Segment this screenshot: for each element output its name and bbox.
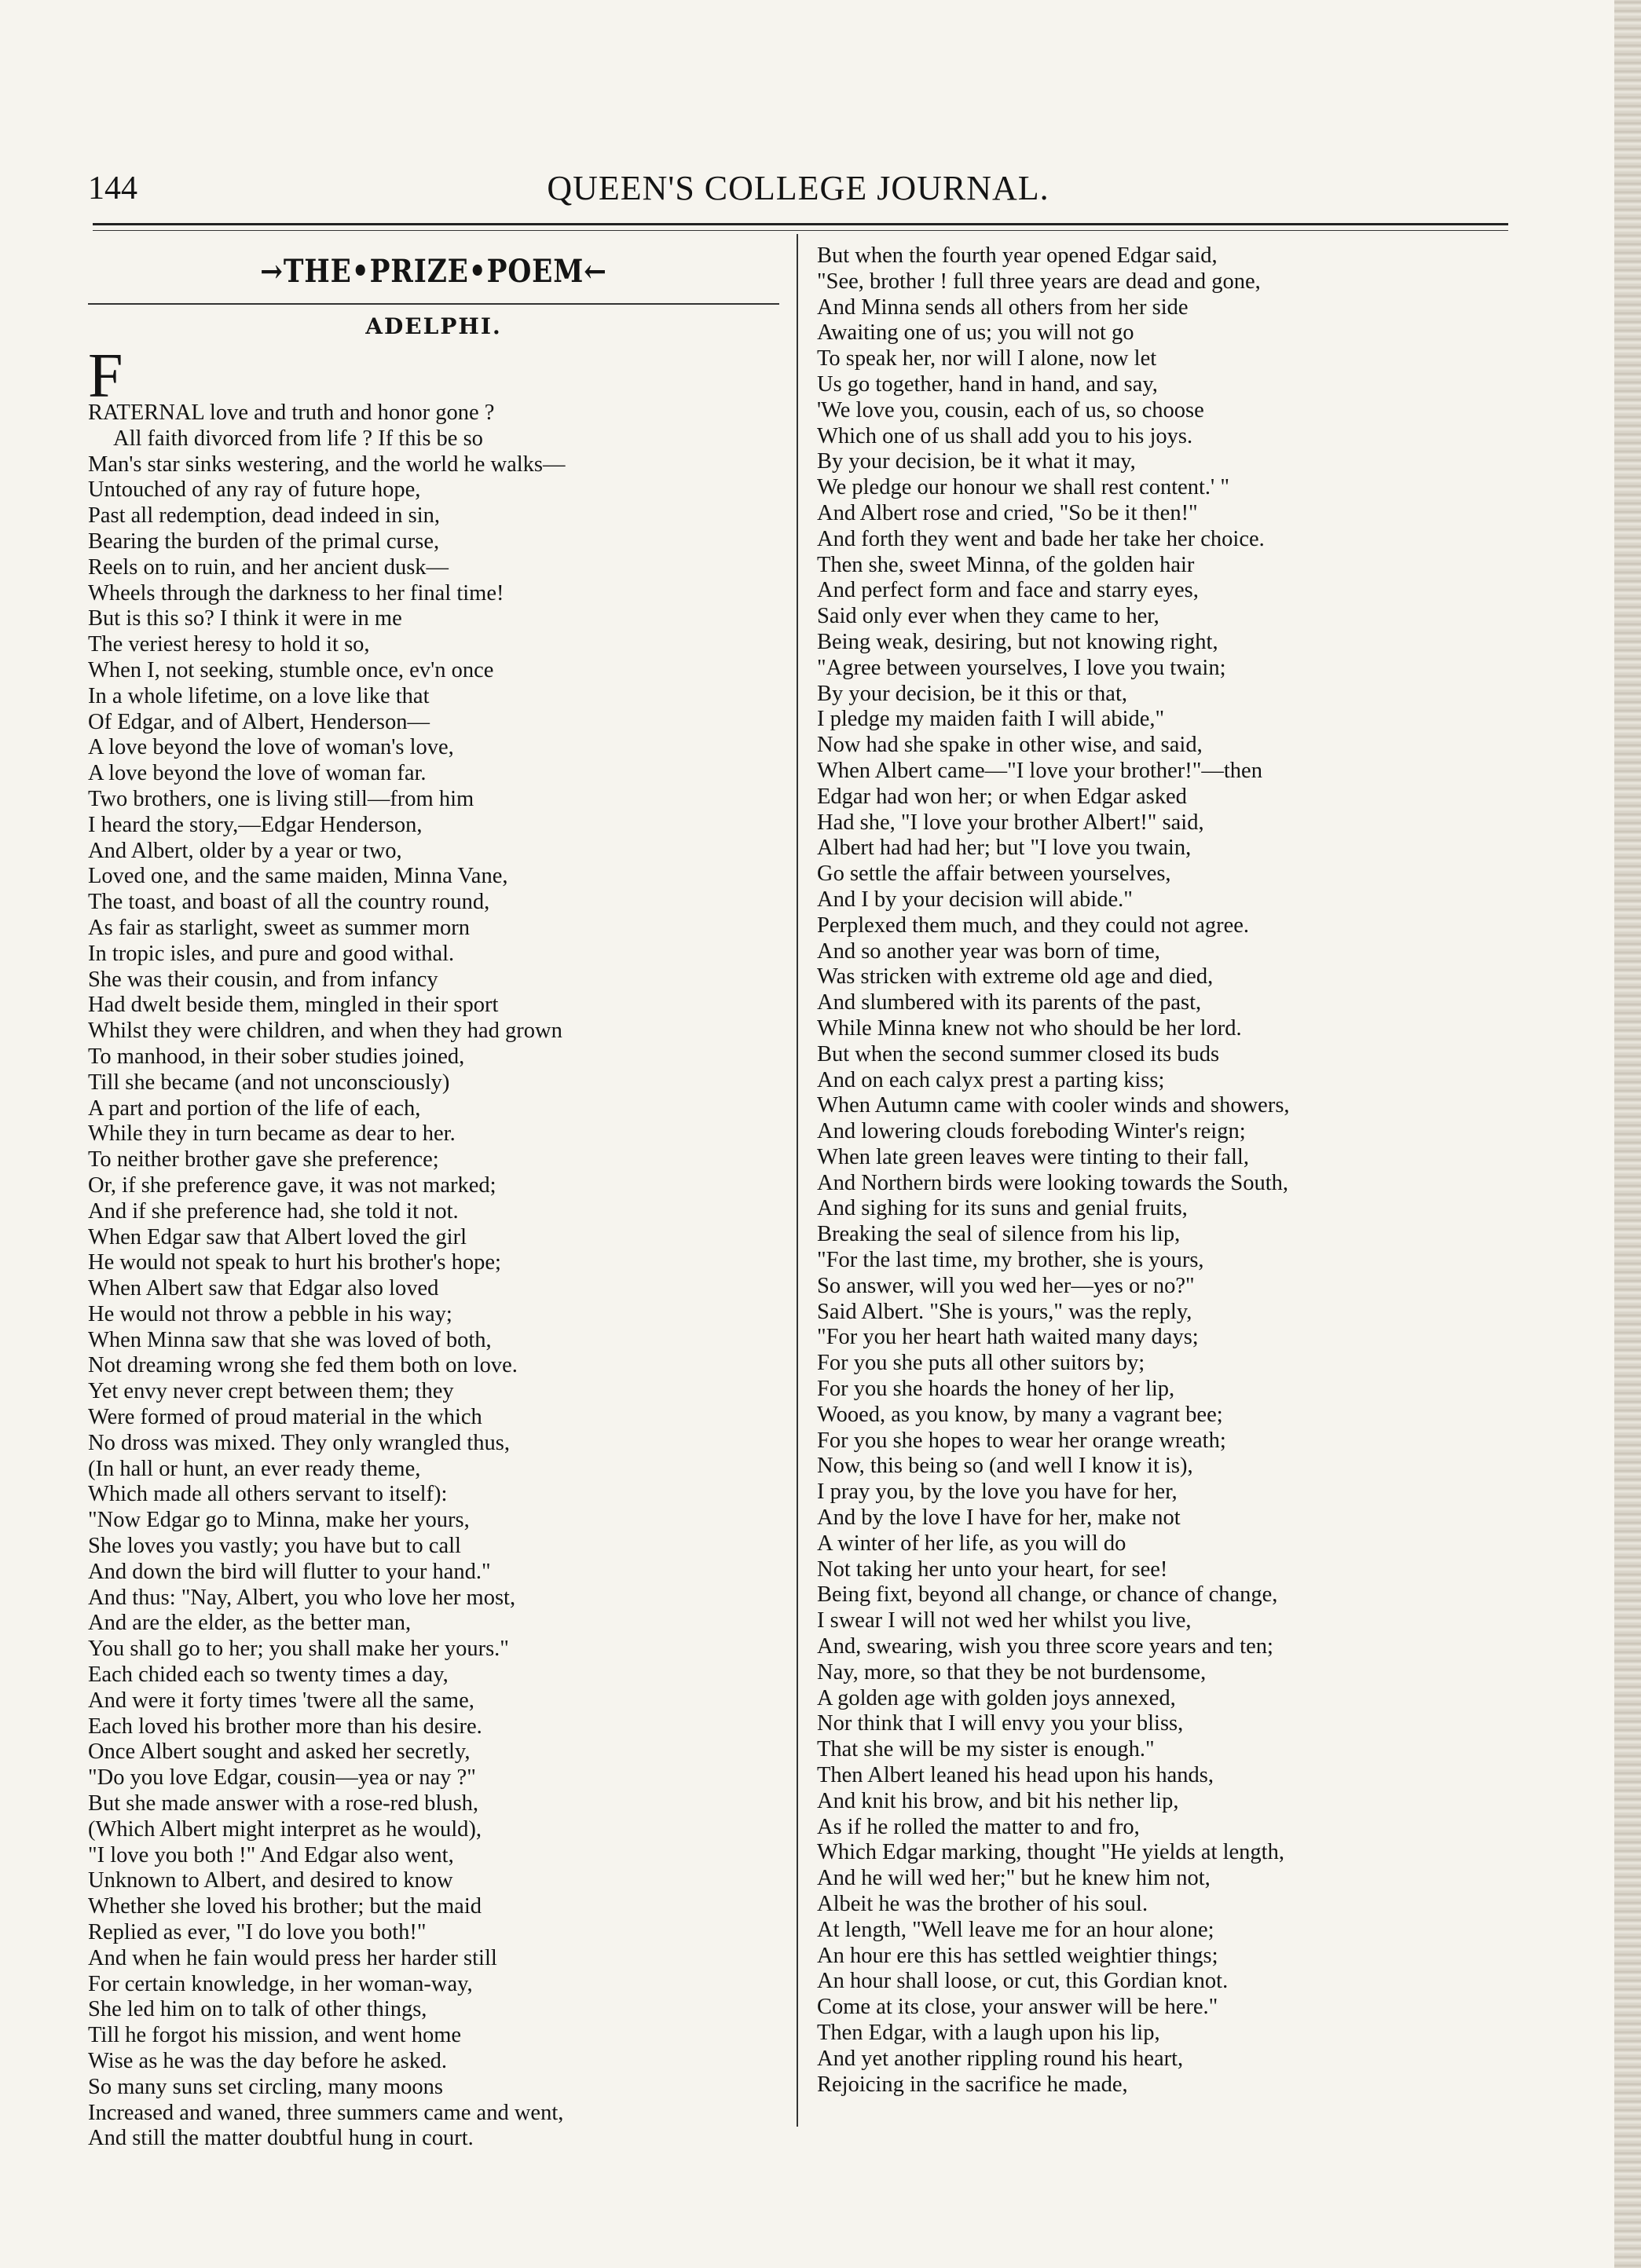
poem-line: I heard the story,—Edgar Henderson, bbox=[88, 812, 423, 837]
poem-line: And down the bird will flutter to your hand." bbox=[88, 1559, 491, 1584]
poem-line: And perfect form and face and starry eyes, bbox=[817, 578, 1199, 603]
poem-line: Till he forgot his mission, and went home bbox=[88, 2023, 462, 2048]
poem-line: Were formed of proud material in the which bbox=[88, 1405, 482, 1430]
left-poem-lines bbox=[88, 342, 779, 2152]
poem-line: And Northern birds were looking towards the South, bbox=[817, 1170, 1288, 1195]
poem-line: Increased and waned, three summers came and went, bbox=[88, 2100, 564, 2125]
poem-line: He would not speak to hurt his brother's hope; bbox=[88, 1250, 501, 1275]
poem-line: Nor think that I will envy you your bliss, bbox=[817, 1711, 1184, 1736]
poem-line: But is this so? I think it were in me bbox=[88, 606, 402, 631]
poem-line: Whether she loved his brother; but the maid bbox=[88, 1894, 482, 1919]
poem-line: To speak her, nor will I alone, now let bbox=[817, 346, 1157, 371]
poem-line: And by the love I have for her, make not bbox=[817, 1505, 1181, 1531]
poem-line: Or, if she preference gave, it was not marked; bbox=[88, 1172, 496, 1198]
page-edge-shadow bbox=[1614, 0, 1641, 2268]
poem-line: An hour ere this has settled weightier things; bbox=[817, 1943, 1218, 1968]
poem-line: Albeit he was the brother of his soul. bbox=[817, 1892, 1148, 1916]
section-heading: →THE•PRIZE•POEM← bbox=[260, 253, 607, 290]
poem-line: But when the fourth year opened Edgar said, bbox=[817, 243, 1218, 268]
poem-line: I pledge my maiden faith I will abide," bbox=[817, 707, 1165, 732]
poem-line: For you she hopes to wear her orange wreath; bbox=[817, 1428, 1226, 1453]
poem-line: And he will wed her;" but he knew him not, bbox=[817, 1866, 1211, 1891]
poem-line: Till she became (and not unconsciously) bbox=[88, 1070, 450, 1095]
poem-line: When I, not seeking, stumble once, ev'n once bbox=[88, 657, 494, 682]
poem-line: Then Albert leaned his head upon his hands, bbox=[817, 1763, 1214, 1788]
poem-line: And thus: "Nay, Albert, you who love her most, bbox=[88, 1585, 516, 1610]
poem-line: All faith divorced from life ? If this be so bbox=[113, 426, 483, 451]
poem-line: No dross was mixed. They only wrangled thus, bbox=[88, 1430, 510, 1455]
poem-line: When late green leaves were tinting to their fall, bbox=[817, 1144, 1249, 1169]
poem-line: And Albert, older by a year or two, bbox=[88, 838, 402, 863]
poem-line: He would not throw a pebble in his way; bbox=[88, 1301, 452, 1326]
poem-line: At length, "Well leave me for an hour alone; bbox=[817, 1917, 1214, 1942]
poem-line: Each loved his brother more than his desire. bbox=[88, 1714, 482, 1739]
poem-line: And are the elder, as the better man, bbox=[88, 1611, 412, 1636]
poem-line: Whilst they were children, and when they had grown bbox=[88, 1019, 562, 1044]
poem-line: (Which Albert might interpret as he would), bbox=[88, 1816, 482, 1842]
poem-line: Past all redemption, dead indeed in sin, bbox=[88, 503, 440, 529]
poem-line: While Minna knew not who should be her lord. bbox=[817, 1015, 1242, 1041]
poem-line: Which one of us shall add you to his joys. bbox=[817, 423, 1193, 448]
poem-line: Wooed, as you know, by many a vagrant bee; bbox=[817, 1402, 1223, 1427]
poem-line: Now, this being so (and well I know it is), bbox=[817, 1454, 1193, 1479]
poem-line: Go settle the affair between yourselves, bbox=[817, 861, 1171, 887]
poem-line: By your decision, be it this or that, bbox=[817, 681, 1127, 706]
poem-line: And on each calyx prest a parting kiss; bbox=[817, 1067, 1165, 1092]
poem-line: By your decision, be it what it may, bbox=[817, 449, 1136, 474]
left-column bbox=[88, 243, 779, 2152]
journal-title: QUEEN'S COLLEGE JOURNAL. bbox=[547, 169, 1049, 207]
poem-line: Rejoicing in the sacrifice he made, bbox=[817, 2072, 1128, 2097]
header-rule-thick bbox=[93, 223, 1508, 225]
poem-line: She loves you vastly; you have but to call bbox=[88, 1534, 461, 1559]
poem-line: Bearing the burden of the primal curse, bbox=[88, 529, 440, 554]
poem-line: Unknown to Albert, and desired to know bbox=[88, 1868, 453, 1893]
poem-line: Not dreaming wrong she fed them both on love. bbox=[88, 1353, 518, 1378]
poem-line: And sighing for its suns and genial fruits, bbox=[817, 1196, 1188, 1221]
poem-line: In tropic isles, and pure and good withal. bbox=[88, 941, 455, 966]
poem-line: Edgar had won her; or when Edgar asked bbox=[817, 784, 1187, 809]
poem-line: (In hall or hunt, an ever ready theme, bbox=[88, 1456, 421, 1481]
poem-line: The toast, and boast of all the country round, bbox=[88, 890, 490, 915]
poem-line: Nay, more, so that they be not burdensome, bbox=[817, 1659, 1207, 1685]
poem-line: To manhood, in their sober studies joined, bbox=[88, 1044, 465, 1069]
poem-line: Wheels through the darkness to her final time! bbox=[88, 580, 504, 605]
poem-line: "Do you love Edgar, cousin—yea or nay ?" bbox=[88, 1765, 476, 1791]
poem-line: Now had she spake in other wise, and said, bbox=[817, 733, 1203, 758]
poem-line: And were it forty times 'twere all the same, bbox=[88, 1688, 474, 1713]
poem-line: Come at its close, your answer will be here." bbox=[817, 1995, 1218, 2020]
poem-line: Of Edgar, and of Albert, Henderson— bbox=[88, 709, 430, 734]
poem-line: So answer, will you wed her—yes or no?" bbox=[817, 1273, 1195, 1298]
column-divider bbox=[797, 234, 798, 2127]
poem-line: Reels on to ruin, and her ancient dusk— bbox=[88, 554, 449, 580]
poem-line: Had dwelt beside them, mingled in their sport bbox=[88, 993, 499, 1018]
poem-line: When Autumn came with cooler winds and showers, bbox=[817, 1093, 1290, 1118]
poem-line: Was stricken with extreme old age and died, bbox=[817, 964, 1214, 990]
poem-line: As if he rolled the matter to and fro, bbox=[817, 1814, 1140, 1839]
poem-line: And Albert rose and cried, "So be it then!" bbox=[817, 500, 1198, 525]
poem-line: Perplexed them much, and they could not agree. bbox=[817, 913, 1250, 938]
poem-line: For certain knowledge, in her woman-way, bbox=[88, 1971, 473, 1996]
poem-line: Which Edgar marking, thought "He yields at length, bbox=[817, 1840, 1284, 1865]
poem-line: An hour shall loose, or cut, this Gordian knot. bbox=[817, 1969, 1229, 1994]
poem-line: "Now Edgar go to Minna, make her yours, bbox=[88, 1508, 470, 1533]
poem-line: I swear I will not wed her whilst you live, bbox=[817, 1608, 1192, 1633]
poem-line: Breaking the seal of silence from his lip, bbox=[817, 1222, 1181, 1247]
poem-line: "For you her heart hath waited many days; bbox=[817, 1325, 1199, 1350]
poem-line: "See, brother ! full three years are dead and gone, bbox=[817, 269, 1261, 294]
poem-line: We pledge our honour we shall rest content.' " bbox=[817, 475, 1229, 500]
poem-line: And so another year was born of time, bbox=[817, 938, 1160, 964]
poem-line: For you she puts all other suitors by; bbox=[817, 1351, 1145, 1376]
poem-line: 'We love you, cousin, each of us, so choose bbox=[817, 397, 1204, 423]
poem-line: Being weak, desiring, but not knowing right, bbox=[817, 629, 1218, 654]
poem-line: Replied as ever, "I do love you both!" bbox=[88, 1920, 427, 1945]
poem-line: And still the matter doubtful hung in court. bbox=[88, 2126, 474, 2151]
page-number: 144 bbox=[88, 170, 137, 207]
poem-line: A love beyond the love of woman's love, bbox=[88, 735, 454, 760]
poem-line: But she made answer with a rose-red blush, bbox=[88, 1791, 479, 1816]
poem-line: She was their cousin, and from infancy bbox=[88, 967, 438, 992]
poem-line: A part and portion of the life of each, bbox=[88, 1096, 421, 1121]
poem-line: Not taking her unto your heart, for see! bbox=[817, 1557, 1168, 1582]
poem-line: When Minna saw that she was loved of both, bbox=[88, 1327, 492, 1352]
right-poem-lines bbox=[817, 243, 1508, 2098]
poem-line: And Minna sends all others from her side bbox=[817, 294, 1189, 320]
poem-line: Untouched of any ray of future hope, bbox=[88, 477, 421, 503]
poem-line: Loved one, and the same maiden, Minna Vane, bbox=[88, 864, 508, 889]
poem-line: RATERNAL love and truth and honor gone ? bbox=[88, 401, 495, 425]
poem-line: While they in turn became as dear to her. bbox=[88, 1121, 456, 1147]
poem-line: You shall go to her; you shall make her yours." bbox=[88, 1637, 509, 1662]
poem-line: As fair as starlight, sweet as summer morn bbox=[88, 915, 470, 940]
poem-line: Then Edgar, with a laugh upon his lip, bbox=[817, 2020, 1160, 2045]
poem-line: Man's star sinks westering, and the world he walks— bbox=[88, 452, 566, 477]
poem-line: A golden age with golden joys annexed, bbox=[817, 1685, 1176, 1710]
poem-line: Yet envy never crept between them; they bbox=[88, 1379, 454, 1404]
poem-line: The veriest heresy to hold it so, bbox=[88, 632, 370, 657]
running-head bbox=[88, 161, 1508, 216]
poem-line: And if she preference had, she told it not. bbox=[88, 1198, 459, 1224]
poem-title: ADELPHI. bbox=[365, 313, 502, 339]
poem-line: She led him on to talk of other things, bbox=[88, 1997, 427, 2022]
poem-line: Which made all others servant to itself): bbox=[88, 1482, 448, 1507]
poem-line: And when he fain would press her harder still bbox=[88, 1945, 497, 1970]
poem-line: And lowering clouds foreboding Winter's reign; bbox=[817, 1119, 1246, 1144]
poem-line: And slumbered with its parents of the past, bbox=[817, 990, 1202, 1015]
poem-line: A winter of her life, as you will do bbox=[817, 1531, 1126, 1556]
right-column bbox=[817, 243, 1508, 2098]
poem-line: Being fixt, beyond all change, or chance of change, bbox=[817, 1582, 1278, 1608]
poem-line: But when the second summer closed its buds bbox=[817, 1041, 1220, 1066]
poem-line: A love beyond the love of woman far. bbox=[88, 761, 427, 786]
poem-line: In a whole lifetime, on a love like that bbox=[88, 683, 430, 708]
poem-line: Albert had had her; but "I love you twain, bbox=[817, 836, 1192, 861]
poem-line: Once Albert sought and asked her secretly, bbox=[88, 1739, 471, 1765]
poem-line: Wise as he was the day before he asked. bbox=[88, 2049, 448, 2073]
poem-line: Us go together, hand in hand, and say, bbox=[817, 371, 1158, 397]
poem-line: "For the last time, my brother, she is yours, bbox=[817, 1248, 1204, 1273]
poem-line: When Albert saw that Edgar also loved bbox=[88, 1276, 439, 1301]
poem-line: And, swearing, wish you three score years and ten; bbox=[817, 1634, 1273, 1659]
poem-line: When Albert came—"I love your brother!"—then bbox=[817, 758, 1262, 783]
poem-line: Had she, "I love your brother Albert!" said, bbox=[817, 810, 1204, 835]
poem-line: Awaiting one of us; you will not go bbox=[817, 320, 1134, 346]
poem-line: To neither brother gave she preference; bbox=[88, 1147, 439, 1172]
poem-line: And yet another rippling round his heart, bbox=[817, 2046, 1184, 2071]
poem-line: I pray you, by the love you have for her, bbox=[817, 1480, 1178, 1505]
poem-left-block bbox=[88, 342, 779, 2152]
poem-line: Each chided each so twenty times a day, bbox=[88, 1663, 449, 1688]
poem-line: Said Albert. "She is yours," was the reply, bbox=[817, 1299, 1192, 1324]
header-rule-thin bbox=[93, 230, 1508, 231]
poem-line: That she will be my sister is enough." bbox=[817, 1737, 1155, 1762]
poem-line: When Edgar saw that Albert loved the girl bbox=[88, 1224, 467, 1249]
drop-cap: F bbox=[88, 342, 123, 411]
poem-line: "I love you both !" And Edgar also went, bbox=[88, 1842, 454, 1867]
poem-line: Then she, sweet Minna, of the golden hair bbox=[817, 552, 1195, 577]
poem-line: Said only ever when they came to her, bbox=[817, 604, 1159, 629]
poem-line: "Agree between yourselves, I love you twain; bbox=[817, 655, 1226, 680]
poem-line: So many suns set circling, many moons bbox=[88, 2074, 444, 2099]
poem-line: Two brothers, one is living still—from him bbox=[88, 786, 474, 811]
poem-line: And I by your decision will abide." bbox=[817, 887, 1133, 912]
poem-line: And knit his brow, and bit his nether lip, bbox=[817, 1788, 1179, 1813]
poem-line: For you she hoards the honey of her lip, bbox=[817, 1377, 1175, 1402]
poem-line: And forth they went and bade her take her choice. bbox=[817, 526, 1265, 551]
